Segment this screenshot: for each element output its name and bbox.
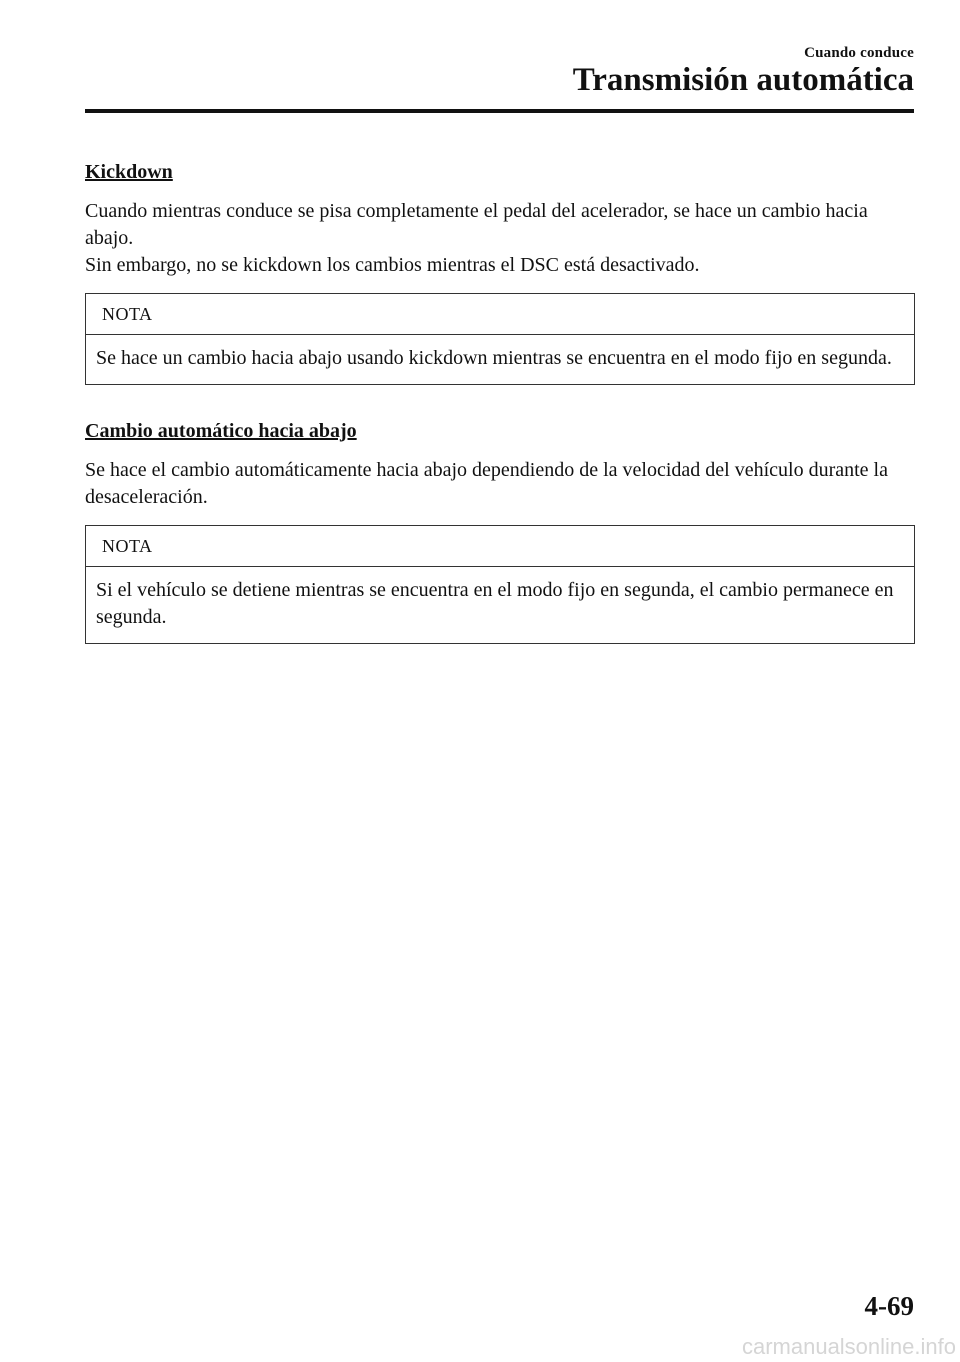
page-content (85, 158, 915, 676)
auto-downshift-paragraph-1: Se hace el cambio automáticamente hacia abajo dependiendo de la velocidad del vehículo durante la desaceleración. (85, 459, 888, 508)
auto-downshift-section (85, 417, 915, 644)
note-text: Si el vehículo se detiene mientras se encuentra en el modo fijo en segunda, el cambio permanece en segunda. (96, 579, 894, 628)
kickdown-heading: Kickdown (85, 161, 173, 183)
kickdown-paragraph-1: Cuando mientras conduce se pisa completamente el pedal del acelerador, se hace un cambio hacia abajo. (85, 200, 868, 249)
section-title: Transmisión automática (572, 62, 914, 98)
note-text: Se hace un cambio hacia abajo usando kickdown mientras se encuentra en el modo fijo en segunda. (96, 347, 892, 369)
header-divider (85, 109, 914, 113)
kickdown-note-box (85, 293, 915, 385)
kickdown-section (85, 158, 915, 385)
watermark: carmanualsonline.info (741, 1334, 956, 1359)
note-label: NOTA (86, 526, 914, 567)
chapter-title: Cuando conduce (804, 45, 914, 61)
note-label: NOTA (86, 294, 914, 335)
auto-downshift-note-box (85, 525, 915, 644)
kickdown-paragraph-2: Sin embargo, no se kickdown los cambios mientras el DSC está desactivado. (85, 254, 700, 276)
auto-downshift-heading: Cambio automático hacia abajo (85, 420, 357, 442)
page-number: 4-69 (864, 1291, 914, 1321)
